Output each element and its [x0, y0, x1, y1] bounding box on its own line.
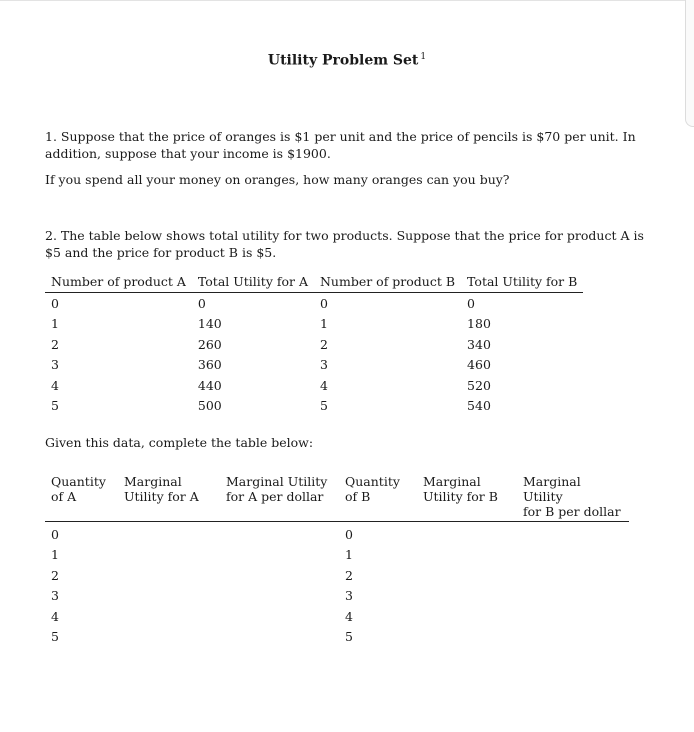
header-quantity-a: Quantity of A	[45, 472, 118, 522]
table-cell: 0	[51, 295, 59, 311]
table-row	[45, 627, 629, 648]
table-cell	[517, 586, 629, 607]
table-cell	[220, 606, 339, 627]
header-number-a: Number of product A	[45, 271, 192, 293]
table-cell	[118, 565, 220, 586]
table-cell: 4	[345, 608, 353, 624]
table-cell: 3	[51, 588, 59, 604]
table-cell: 4	[51, 377, 59, 393]
table-cell: 1	[51, 316, 59, 332]
header-mu-per-dollar-a: Marginal Utility for A per dollar	[220, 472, 339, 522]
table-cell: 3	[345, 588, 353, 604]
table-cell: 140	[197, 316, 222, 332]
table-cell: 520	[467, 377, 491, 393]
table-cell	[417, 606, 517, 627]
table-cell: 3	[51, 357, 59, 373]
table-row	[45, 565, 629, 586]
table-row	[45, 396, 583, 417]
table-cell	[118, 627, 220, 648]
header-marginal-utility-a: Marginal Utility for A	[118, 472, 220, 522]
table-cell	[417, 627, 517, 648]
table-cell: 0	[319, 295, 328, 311]
table-cell: 5	[319, 398, 328, 414]
page-title: Utility Problem Set $^1$	[267, 52, 427, 69]
table-cell	[417, 522, 517, 545]
table-cell: 0	[467, 295, 475, 311]
question-2-text: 2. The table below shows total utility for two products. Suppose that the price for product A is $5 and the price for product B is $5.	[45, 228, 644, 260]
table-cell	[517, 627, 629, 648]
table-cell	[220, 522, 339, 545]
table-cell: 1	[51, 547, 59, 563]
table-cell	[517, 606, 629, 627]
total-utility-table	[45, 271, 583, 416]
question-1-text: 1. Suppose that the price of oranges is $1 per unit and the price of pencils is $70 per unit. In addition, suppose that your income is $1900.	[45, 129, 636, 161]
table-cell: 5	[51, 398, 59, 414]
page-top-edge	[0, 0, 694, 1]
table-cell: 1	[319, 316, 328, 332]
table-cell: 260	[197, 336, 222, 352]
table-row	[45, 375, 583, 396]
table-cell: 0	[197, 295, 206, 311]
table-cell	[417, 545, 517, 566]
table-cell: 340	[467, 336, 491, 352]
table-cell: 2	[319, 336, 328, 352]
table-cell	[517, 565, 629, 586]
table-header-row	[45, 271, 583, 293]
table-cell	[517, 545, 629, 566]
footnote-mark: 1	[420, 52, 427, 62]
table-row	[45, 606, 629, 627]
table-cell: 2	[345, 567, 353, 583]
table-cell: 4	[51, 608, 59, 624]
table-row	[45, 522, 629, 545]
table-cell	[118, 586, 220, 607]
table-cell: 4	[319, 377, 328, 393]
table-cell	[118, 522, 220, 545]
table-cell	[118, 606, 220, 627]
header-number-b: Number of product B	[314, 271, 461, 293]
table-cell: 5	[51, 629, 59, 645]
table-cell: 500	[197, 398, 222, 414]
table-row	[45, 293, 583, 314]
header-total-utility-a: Total Utility for A	[192, 271, 314, 293]
table-cell: 1	[345, 547, 353, 563]
header-marginal-utility-b: Marginal Utility for B	[417, 472, 517, 522]
table-cell	[220, 627, 339, 648]
table-cell: 180	[467, 316, 491, 332]
table-cell	[517, 522, 629, 545]
table-cell	[417, 586, 517, 607]
table-cell: 2	[51, 336, 59, 352]
table-row	[45, 314, 583, 335]
table-cell: 2	[51, 567, 59, 583]
header-total-utility-b: Total Utility for B	[461, 271, 583, 293]
question-1-prompt: If you spend all your money on oranges, how many oranges can you buy?	[45, 172, 510, 187]
table-cell: 0	[51, 526, 59, 542]
table-cell	[417, 565, 517, 586]
table-header-row	[45, 472, 629, 522]
table-cell	[220, 565, 339, 586]
table-row	[45, 334, 583, 355]
table-row	[45, 586, 629, 607]
table-row	[45, 355, 583, 376]
header-mu-per-dollar-b: Marginal Utility for B per dollar	[517, 472, 629, 522]
table-cell	[118, 545, 220, 566]
table-cell: 3	[319, 357, 328, 373]
table-cell: 0	[345, 526, 353, 542]
table-cell: 5	[345, 629, 353, 645]
table-cell: 460	[467, 357, 491, 373]
table-cell: 540	[467, 398, 491, 414]
table-cell	[220, 545, 339, 566]
table-cell: 440	[197, 377, 222, 393]
table-cell	[220, 586, 339, 607]
table-row	[45, 545, 629, 566]
table-cell: 360	[197, 357, 222, 373]
marginal-utility-table	[45, 472, 629, 647]
table-instruction: Given this data, complete the table below:	[45, 435, 314, 450]
header-quantity-b: Quantity of B	[339, 472, 417, 522]
